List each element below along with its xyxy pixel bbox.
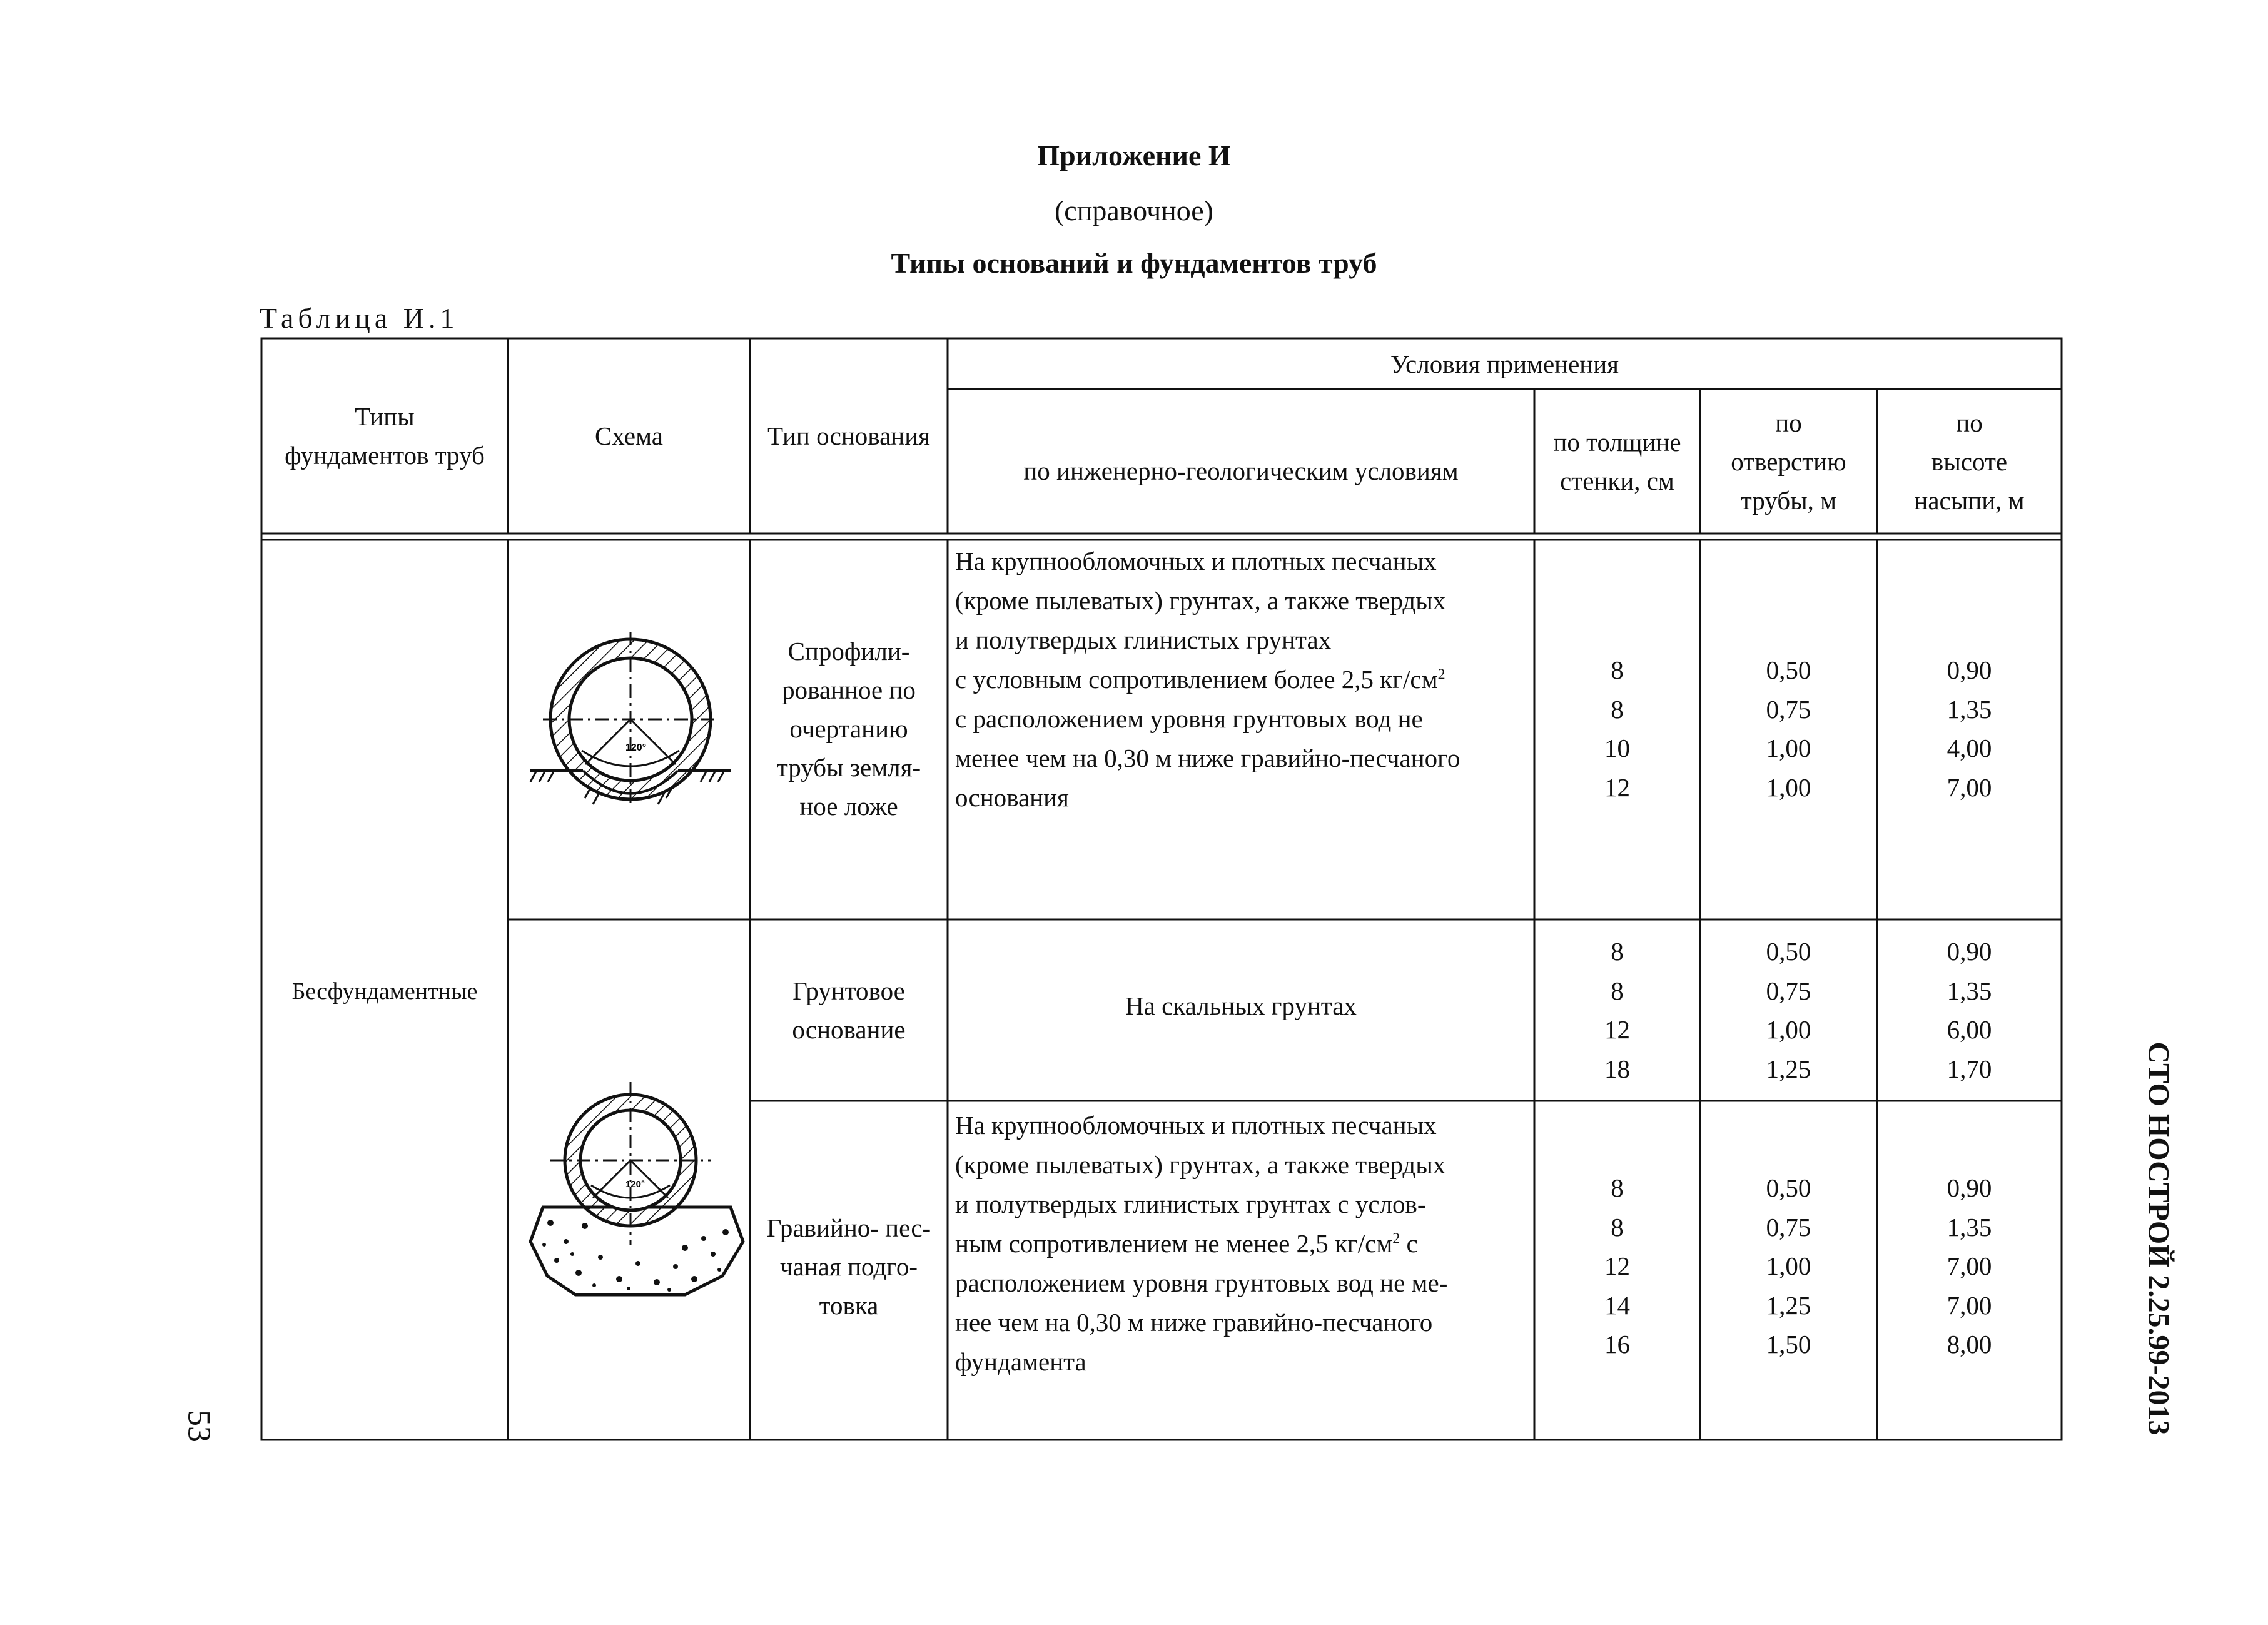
row2-height-values: 0,90 1,35 6,00 1,70 xyxy=(1947,937,1992,1083)
header-conditions: Условия применения xyxy=(1390,349,1619,378)
standard-code: СТО НОСТРОЙ 2.25.99-2013 xyxy=(2142,1041,2175,1435)
row2-base-type: Грунтовое основание xyxy=(792,976,906,1044)
row3-conditions: На крупнообломочных и плотных песчаных (кроме пылеватых) грунтах, а также твердых и полутвердых глинистых грунтах с услов- ным сопротивлением не менее 2,5 $кг/см^2$ с расположением уровня грунтовых вод не ме- нее чем на 0,30 м ниже гравийно-песчаного фундамента xyxy=(955,1111,1448,1376)
svg-text:120°: 120° xyxy=(625,742,647,753)
pipe-gravel-bed-scheme xyxy=(530,1082,743,1295)
group-label-foundationless: Бесфундаментные xyxy=(291,978,478,1005)
row3-opening-values: 0,50 0,75 1,00 1,25 1,50 xyxy=(1766,1173,1811,1359)
header-wall-thickness: по толщине стенки, см xyxy=(1553,427,1681,495)
header-pipe-opening: по отверстию трубы, м xyxy=(1731,408,1846,515)
appendix-name: Типы оснований и фундаментов труб xyxy=(891,247,1377,279)
row1-base-type: Спрофили- рованное по очертанию трубы земля- ное ложе xyxy=(776,637,921,821)
header-foundation-type: Типы фундаментов труб xyxy=(285,402,485,470)
row1-conditions: На крупнообломочных и плотных песчаных (кроме пылеватых) грунтах, а также твердых и полутвердых глинистых грунтах с условным сопротивлением более 2,5 $кг/см^2$ с расположением уровня грунтовых вод не менее чем на 0,30 м ниже гравийно-песчаного основания xyxy=(955,547,1461,812)
header-base-type: Тип основания xyxy=(767,422,931,450)
svg-text:120°: 120° xyxy=(625,1179,645,1190)
pipe-earth-bed-scheme xyxy=(530,632,731,807)
appendix-subtitle: (справочное) xyxy=(1054,195,1214,226)
page-number: 53 xyxy=(181,1410,217,1442)
table-label: Таблица И.1 xyxy=(260,302,459,334)
row1-opening-values: 0,50 0,75 1,00 1,00 xyxy=(1766,656,1811,802)
row2-opening-values: 0,50 0,75 1,00 1,25 xyxy=(1766,937,1811,1083)
header-scheme: Схема xyxy=(595,422,663,450)
row2-wall-values: 8 8 12 18 xyxy=(1604,937,1630,1083)
row3-height-values: 0,90 1,35 7,00 7,00 8,00 xyxy=(1947,1173,1992,1359)
appendix-title: Приложение И xyxy=(1037,139,1231,171)
row1-wall-values: 8 8 10 12 xyxy=(1604,656,1630,802)
row3-wall-values: 8 8 12 14 16 xyxy=(1604,1173,1630,1359)
row3-base-type: Гравийно- пес- чаная подго- товка xyxy=(766,1213,931,1320)
header-fill-height: по высоте насыпи, м xyxy=(1914,408,2025,515)
header-geo-conditions: по инженерно-геологическим условиям xyxy=(1023,456,1459,485)
row2-conditions: На скальных грунтах xyxy=(1125,991,1357,1020)
row1-height-values: 0,90 1,35 4,00 7,00 xyxy=(1947,656,1992,802)
